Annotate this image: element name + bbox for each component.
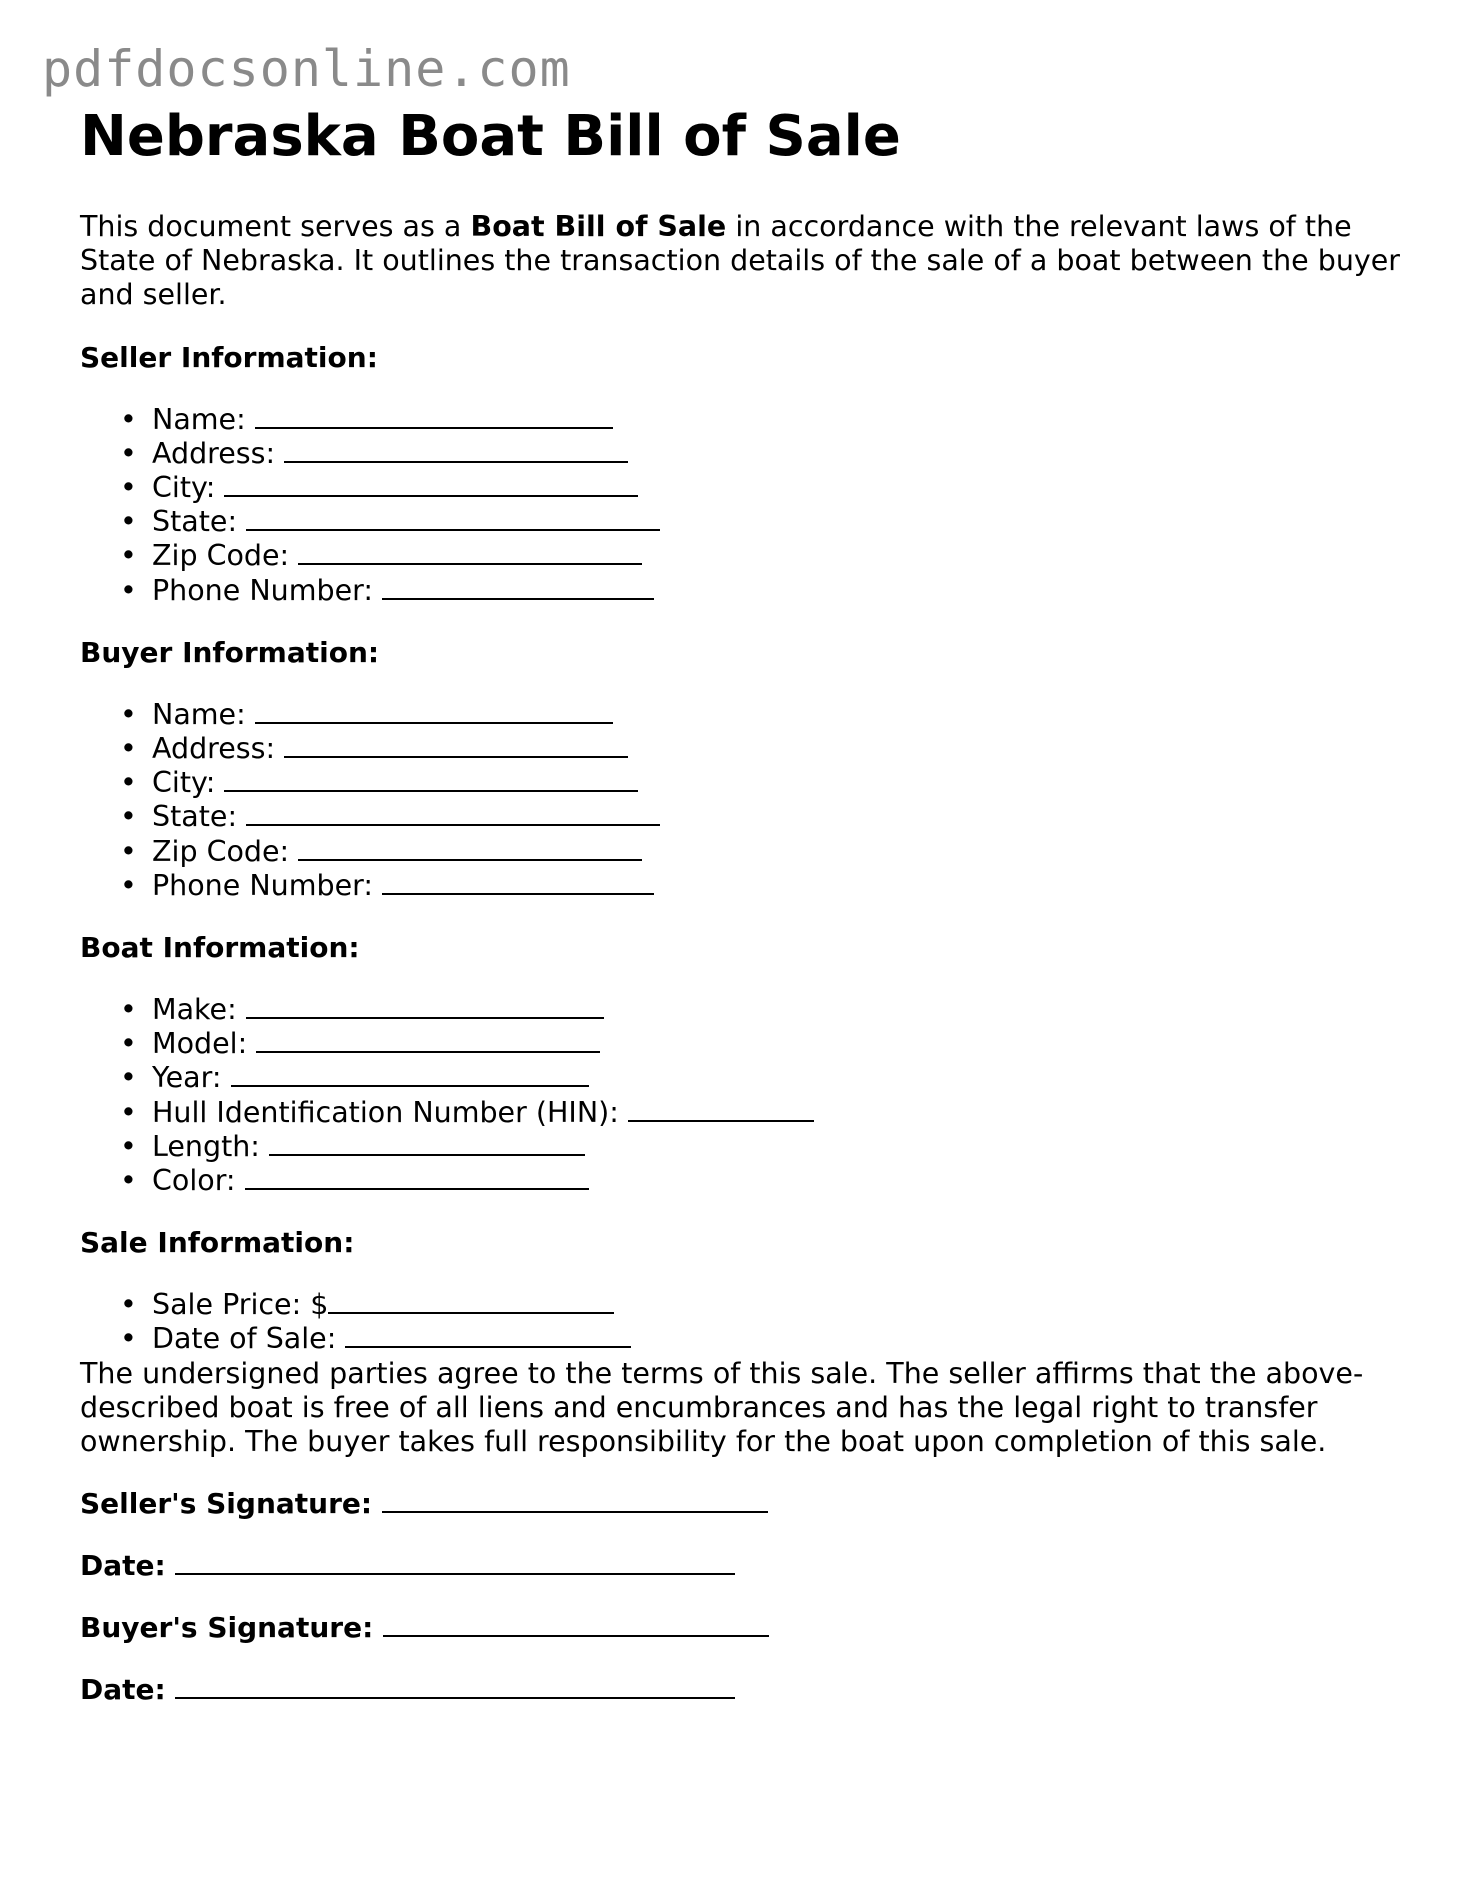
field-label: Hull Identification Number (HIN): — [152, 1095, 619, 1129]
intro-text-end: in accordance with the relevant laws of the State of Nebraska. It outlines the transaction details of the sale of a boat between the buyer and seller. — [80, 210, 1401, 312]
fill-in-blank[interactable] — [246, 993, 604, 1019]
seller-address-field: • Address: — [80, 437, 1400, 471]
buyer-signature-label: Buyer's Signature: — [80, 1611, 374, 1645]
buyer-address-field: • Address: — [80, 732, 1400, 766]
buyer-fields-list — [80, 698, 1400, 903]
seller-phone-field: • Phone Number: — [80, 574, 1400, 608]
field-label: Year: — [152, 1061, 222, 1095]
boat-heading: Boat Information: — [80, 931, 360, 965]
buyer-state-field: • State: — [80, 800, 1400, 834]
fill-in-blank[interactable] — [224, 766, 638, 792]
field-label: Address: — [152, 732, 276, 766]
seller-date-label: Date: — [80, 1549, 166, 1583]
intro-paragraph — [80, 210, 1400, 313]
fill-in-blank[interactable] — [246, 505, 660, 531]
document-body — [80, 102, 1400, 1707]
sale-price-field: • Sale Price: $ — [80, 1288, 1400, 1322]
fill-in-blank[interactable] — [298, 835, 642, 861]
fill-in-blank[interactable] — [224, 471, 638, 497]
fill-in-blank[interactable] — [255, 403, 613, 429]
buyer-signature-blank[interactable] — [383, 1611, 769, 1637]
fill-in-blank[interactable] — [245, 1164, 589, 1190]
boat-hin-field: • Hull Identification Number (HIN): — [80, 1096, 1400, 1130]
field-label: Name: — [152, 697, 246, 731]
closing-paragraph: The undersigned parties agree to the terms of this sale. The seller affirms that the above-described boat is free of all liens and encumbrances and has the legal right to transfer ownership. The buyer takes full responsibility for the boat upon completion of this sale. — [80, 1356, 1364, 1459]
buyer-date-blank[interactable] — [175, 1673, 735, 1699]
field-label: City: — [152, 766, 216, 800]
watermark: pdfdocsonline.com — [42, 40, 571, 98]
field-label: Model: — [152, 1027, 248, 1061]
buyer-phone-field: • Phone Number: — [80, 869, 1400, 903]
fill-in-blank[interactable] — [328, 1288, 614, 1314]
boat-year-field: • Year: — [80, 1061, 1400, 1095]
fill-in-blank[interactable] — [298, 539, 642, 565]
field-label: Zip Code: — [152, 539, 290, 573]
field-label: Phone Number: — [152, 868, 373, 902]
seller-zip-field: • Zip Code: — [80, 539, 1400, 573]
buyer-name-field: • Name: — [80, 698, 1400, 732]
boat-color-field: • Color: — [80, 1164, 1400, 1198]
buyer-city-field: • City: — [80, 766, 1400, 800]
seller-date-line — [80, 1549, 1400, 1583]
buyer-zip-field: • Zip Code: — [80, 835, 1400, 869]
seller-signature-line — [80, 1487, 1400, 1521]
seller-name-field: • Name: — [80, 403, 1400, 437]
fill-in-blank[interactable] — [382, 574, 654, 600]
fill-in-blank[interactable] — [345, 1322, 631, 1348]
field-label: City: — [152, 471, 216, 505]
sale-fields-list — [80, 1288, 1400, 1356]
fill-in-blank[interactable] — [269, 1130, 585, 1156]
boat-length-field: • Length: — [80, 1130, 1400, 1164]
field-label: Sale Price: $ — [152, 1288, 329, 1322]
field-label: Length: — [152, 1129, 260, 1163]
field-label: State: — [152, 505, 238, 539]
seller-fields-list — [80, 403, 1400, 608]
buyer-date-line — [80, 1673, 1400, 1707]
seller-heading: Seller Information: — [80, 340, 378, 374]
sale-heading: Sale Information: — [80, 1226, 355, 1260]
buyer-signature-line — [80, 1611, 1400, 1645]
fill-in-blank[interactable] — [255, 698, 613, 724]
fill-in-blank[interactable] — [284, 732, 628, 758]
fill-in-blank[interactable] — [231, 1061, 589, 1087]
seller-state-field: • State: — [80, 505, 1400, 539]
seller-city-field: • City: — [80, 471, 1400, 505]
field-label: Make: — [152, 993, 237, 1027]
seller-signature-label: Seller's Signature: — [80, 1487, 373, 1521]
field-label: Date of Sale: — [152, 1322, 337, 1356]
intro-text-bold: Boat Bill of Sale — [470, 210, 727, 243]
sale-date-field: • Date of Sale: — [80, 1322, 1400, 1356]
field-label: State: — [152, 800, 238, 834]
field-label: Name: — [152, 402, 246, 436]
field-label: Phone Number: — [152, 573, 373, 607]
page-title: Nebraska Boat Bill of Sale — [80, 104, 901, 169]
boat-model-field: • Model: — [80, 1027, 1400, 1061]
field-label: Address: — [152, 436, 276, 470]
fill-in-blank[interactable] — [382, 869, 654, 895]
buyer-heading: Buyer Information: — [80, 635, 380, 669]
buyer-date-label: Date: — [80, 1673, 166, 1707]
field-label: Zip Code: — [152, 834, 290, 868]
boat-make-field: • Make: — [80, 993, 1400, 1027]
field-label: Color: — [152, 1164, 236, 1198]
intro-text-start: This document serves as a — [80, 210, 471, 243]
seller-date-blank[interactable] — [175, 1549, 735, 1575]
seller-signature-blank[interactable] — [382, 1487, 768, 1513]
fill-in-blank[interactable] — [256, 1027, 600, 1053]
fill-in-blank[interactable] — [628, 1096, 814, 1122]
boat-fields-list — [80, 993, 1400, 1198]
fill-in-blank[interactable] — [246, 800, 660, 826]
fill-in-blank[interactable] — [284, 437, 628, 463]
